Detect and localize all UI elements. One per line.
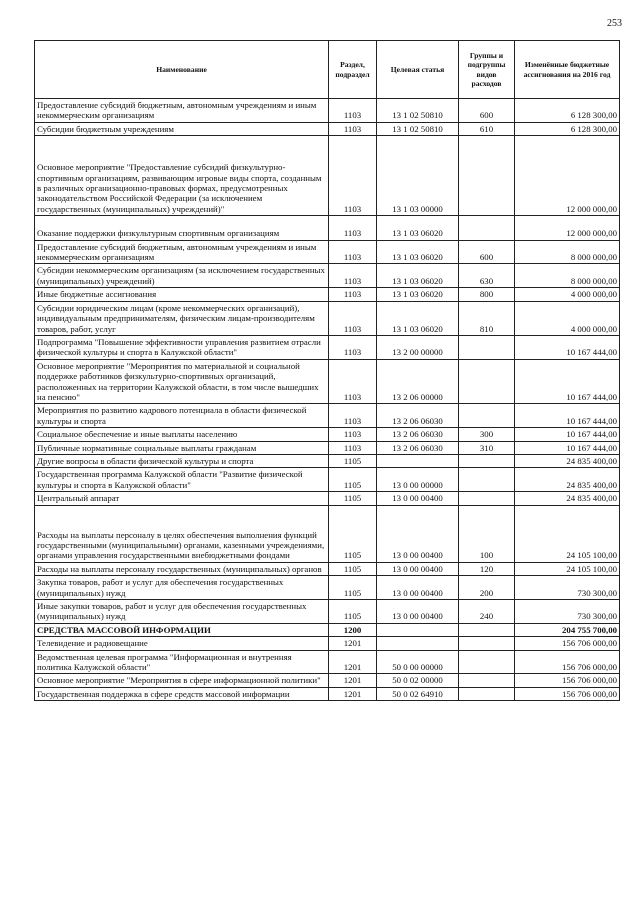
row-article: 13 0 00 00400: [377, 576, 459, 600]
row-section: 1201: [329, 674, 377, 687]
row-article: 13 1 03 06020: [377, 216, 459, 240]
row-amount: 24 835 400,00: [515, 454, 620, 467]
row-section: 1103: [329, 99, 377, 123]
row-section: 1201: [329, 637, 377, 650]
row-amount: 24 835 400,00: [515, 468, 620, 492]
table-row: [35, 562, 620, 575]
row-group: 300: [459, 428, 515, 441]
row-amount: 24 105 100,00: [515, 505, 620, 562]
row-name: Основное мероприятие "Предоставление субсидий физкультурно-спортивным организациям, развивающим игровые виды спорта, созданным в различных организационно-правовых формах, предусмотренных законодательством Российской Федерации (за исключением государственных (муниципальных) учреждений)": [35, 136, 329, 216]
table-row: [35, 122, 620, 135]
row-section: 1103: [329, 428, 377, 441]
row-section: 1103: [329, 359, 377, 404]
row-group: 100: [459, 505, 515, 562]
row-amount: 10 167 444,00: [515, 404, 620, 428]
row-name: Субсидии некоммерческим организациям (за исключением государственных (муниципальных) учреждений): [35, 264, 329, 288]
row-article: 13 1 03 00000: [377, 136, 459, 216]
table-row: [35, 492, 620, 505]
row-group: 630: [459, 264, 515, 288]
row-article: [377, 454, 459, 467]
table-row: [35, 335, 620, 359]
row-group: [459, 216, 515, 240]
row-section: 1103: [329, 240, 377, 264]
row-section: 1105: [329, 468, 377, 492]
row-amount: 10 167 444,00: [515, 359, 620, 404]
row-article: 13 1 03 06020: [377, 264, 459, 288]
row-group: [459, 454, 515, 467]
row-name: Предоставление субсидий бюджетным, автономным учреждениям и иным некоммерческим организациям: [35, 240, 329, 264]
header-name: Наименование: [35, 41, 329, 99]
row-article: 13 1 02 50810: [377, 122, 459, 135]
row-article: 13 0 00 00400: [377, 505, 459, 562]
row-amount: 8 000 000,00: [515, 264, 620, 288]
row-amount: 10 167 444,00: [515, 335, 620, 359]
row-amount: 156 706 000,00: [515, 674, 620, 687]
row-name: Государственная поддержка в сфере средств массовой информации: [35, 687, 329, 700]
row-group: 600: [459, 99, 515, 123]
row-amount: 156 706 000,00: [515, 687, 620, 700]
row-amount: 4 000 000,00: [515, 288, 620, 301]
row-amount: 10 167 444,00: [515, 428, 620, 441]
row-group: [459, 623, 515, 636]
row-name: Социальное обеспечение и иные выплаты населению: [35, 428, 329, 441]
table-header-row: [35, 41, 620, 99]
row-amount: 204 755 700,00: [515, 623, 620, 636]
row-amount: 12 000 000,00: [515, 136, 620, 216]
table-row: [35, 637, 620, 650]
row-section: 1105: [329, 600, 377, 624]
row-name: Центральный аппарат: [35, 492, 329, 505]
table-body: [35, 99, 620, 701]
row-section: 1103: [329, 122, 377, 135]
row-group: 200: [459, 576, 515, 600]
table-row: [35, 505, 620, 562]
row-group: [459, 136, 515, 216]
row-article: 13 2 06 06030: [377, 428, 459, 441]
header-amount: Изменённые бюджетные ассигнования на 2016 год: [515, 41, 620, 99]
row-section: 1201: [329, 687, 377, 700]
row-name: Иные закупки товаров, работ и услуг для обеспечения государственных (муниципальных) нужд: [35, 600, 329, 624]
row-group: [459, 687, 515, 700]
row-name: Закупка товаров, работ и услуг для обеспечения государственных (муниципальных) нужд: [35, 576, 329, 600]
row-group: 240: [459, 600, 515, 624]
row-amount: 6 128 300,00: [515, 99, 620, 123]
row-name: Мероприятия по развитию кадрового потенциала в области физической культуры и спорта: [35, 404, 329, 428]
row-section: 1200: [329, 623, 377, 636]
table-row: [35, 288, 620, 301]
row-name: Ведомственная целевая программа "Информационная и внутренняя политика Калужской области": [35, 650, 329, 674]
row-section: 1103: [329, 441, 377, 454]
row-article: 13 0 00 00400: [377, 562, 459, 575]
header-section: Раздел, подраздел: [329, 41, 377, 99]
row-amount: 8 000 000,00: [515, 240, 620, 264]
row-group: [459, 335, 515, 359]
row-section: 1105: [329, 454, 377, 467]
table-row: [35, 216, 620, 240]
row-section: 1103: [329, 216, 377, 240]
row-article: 13 0 00 00000: [377, 468, 459, 492]
row-article: 13 1 03 06020: [377, 240, 459, 264]
table-row: [35, 687, 620, 700]
table-row: [35, 404, 620, 428]
row-name: Расходы на выплаты персоналу государственных (муниципальных) органов: [35, 562, 329, 575]
row-group: [459, 674, 515, 687]
row-article: 50 0 02 64910: [377, 687, 459, 700]
table-row: [35, 674, 620, 687]
table-row: [35, 359, 620, 404]
row-name: Государственная программа Калужской области "Развитие физической культуры и спорта в Калужской области": [35, 468, 329, 492]
table-row: [35, 441, 620, 454]
row-section: 1105: [329, 505, 377, 562]
row-group: [459, 650, 515, 674]
row-article: 13 2 06 06030: [377, 441, 459, 454]
row-group: 810: [459, 301, 515, 335]
table-row: [35, 623, 620, 636]
row-section: 1103: [329, 404, 377, 428]
page-number: 253: [607, 18, 622, 29]
row-section: 1105: [329, 576, 377, 600]
row-section: 1103: [329, 301, 377, 335]
row-article: 13 1 03 06020: [377, 288, 459, 301]
header-article: Целевая статья: [377, 41, 459, 99]
row-name: Основное мероприятие "Мероприятия по материальной и социальной поддержке работников физкультурно-спортивных организаций, расположенных на территории Калужской области, в том числе вышедших на пенсию": [35, 359, 329, 404]
row-group: [459, 468, 515, 492]
row-amount: 730 300,00: [515, 600, 620, 624]
row-section: 1103: [329, 335, 377, 359]
table-row: [35, 264, 620, 288]
row-amount: 156 706 000,00: [515, 637, 620, 650]
row-name: Основное мероприятие "Мероприятия в сфере информационной политики": [35, 674, 329, 687]
row-group: 120: [459, 562, 515, 575]
row-amount: 10 167 444,00: [515, 441, 620, 454]
row-amount: 12 000 000,00: [515, 216, 620, 240]
table-row: [35, 240, 620, 264]
row-article: 13 2 06 06030: [377, 404, 459, 428]
row-article: 13 2 00 00000: [377, 335, 459, 359]
row-group: [459, 637, 515, 650]
row-name: Субсидии юридическим лицам (кроме некоммерческих организаций), индивидуальным предпринимателям, физическим лицам-производителям товаров, работ, услуг: [35, 301, 329, 335]
budget-table: [34, 40, 620, 701]
row-name: Расходы на выплаты персоналу в целях обеспечения выполнения функций государственными (муниципальными) органами, казенными учреждениями, органами управления государственными внебюджетными фондами: [35, 505, 329, 562]
row-amount: 24 105 100,00: [515, 562, 620, 575]
row-article: [377, 623, 459, 636]
row-group: 600: [459, 240, 515, 264]
row-amount: 4 000 000,00: [515, 301, 620, 335]
row-group: 800: [459, 288, 515, 301]
row-article: 50 0 00 00000: [377, 650, 459, 674]
row-amount: 6 128 300,00: [515, 122, 620, 135]
header-group: Группы и подгруппы видов расходов: [459, 41, 515, 99]
table-row: [35, 600, 620, 624]
row-name: Публичные нормативные социальные выплаты гражданам: [35, 441, 329, 454]
row-group: [459, 359, 515, 404]
row-name: СРЕДСТВА МАССОВОЙ ИНФОРМАЦИИ: [35, 623, 329, 636]
table-row: [35, 650, 620, 674]
table-row: [35, 428, 620, 441]
table-row: [35, 576, 620, 600]
row-section: 1103: [329, 288, 377, 301]
row-article: 13 0 00 00400: [377, 600, 459, 624]
table-row: [35, 99, 620, 123]
row-group: 310: [459, 441, 515, 454]
row-amount: 730 300,00: [515, 576, 620, 600]
table-row: [35, 136, 620, 216]
row-article: 13 1 02 50810: [377, 99, 459, 123]
row-article: 50 0 02 00000: [377, 674, 459, 687]
table-row: [35, 468, 620, 492]
row-name: Предоставление субсидий бюджетным, автономным учреждениям и иным некоммерческим организациям: [35, 99, 329, 123]
row-section: 1103: [329, 136, 377, 216]
row-name: Оказание поддержки физкультурным спортивным организациям: [35, 216, 329, 240]
row-name: Телевидение и радиовещание: [35, 637, 329, 650]
row-section: 1103: [329, 264, 377, 288]
row-name: Другие вопросы в области физической культуры и спорта: [35, 454, 329, 467]
table-row: [35, 301, 620, 335]
row-article: [377, 637, 459, 650]
row-amount: 24 835 400,00: [515, 492, 620, 505]
row-group: [459, 492, 515, 505]
row-group: 610: [459, 122, 515, 135]
row-section: 1105: [329, 562, 377, 575]
row-name: Субсидии бюджетным учреждениям: [35, 122, 329, 135]
row-group: [459, 404, 515, 428]
row-section: 1201: [329, 650, 377, 674]
row-amount: 156 706 000,00: [515, 650, 620, 674]
row-name: Иные бюджетные ассигнования: [35, 288, 329, 301]
table-row: [35, 454, 620, 467]
row-article: 13 0 00 00400: [377, 492, 459, 505]
row-article: 13 2 06 00000: [377, 359, 459, 404]
row-article: 13 1 03 06020: [377, 301, 459, 335]
row-section: 1105: [329, 492, 377, 505]
row-name: Подпрограмма "Повышение эффективности управления развитием отрасли физической культуры и спорта в Калужской области": [35, 335, 329, 359]
